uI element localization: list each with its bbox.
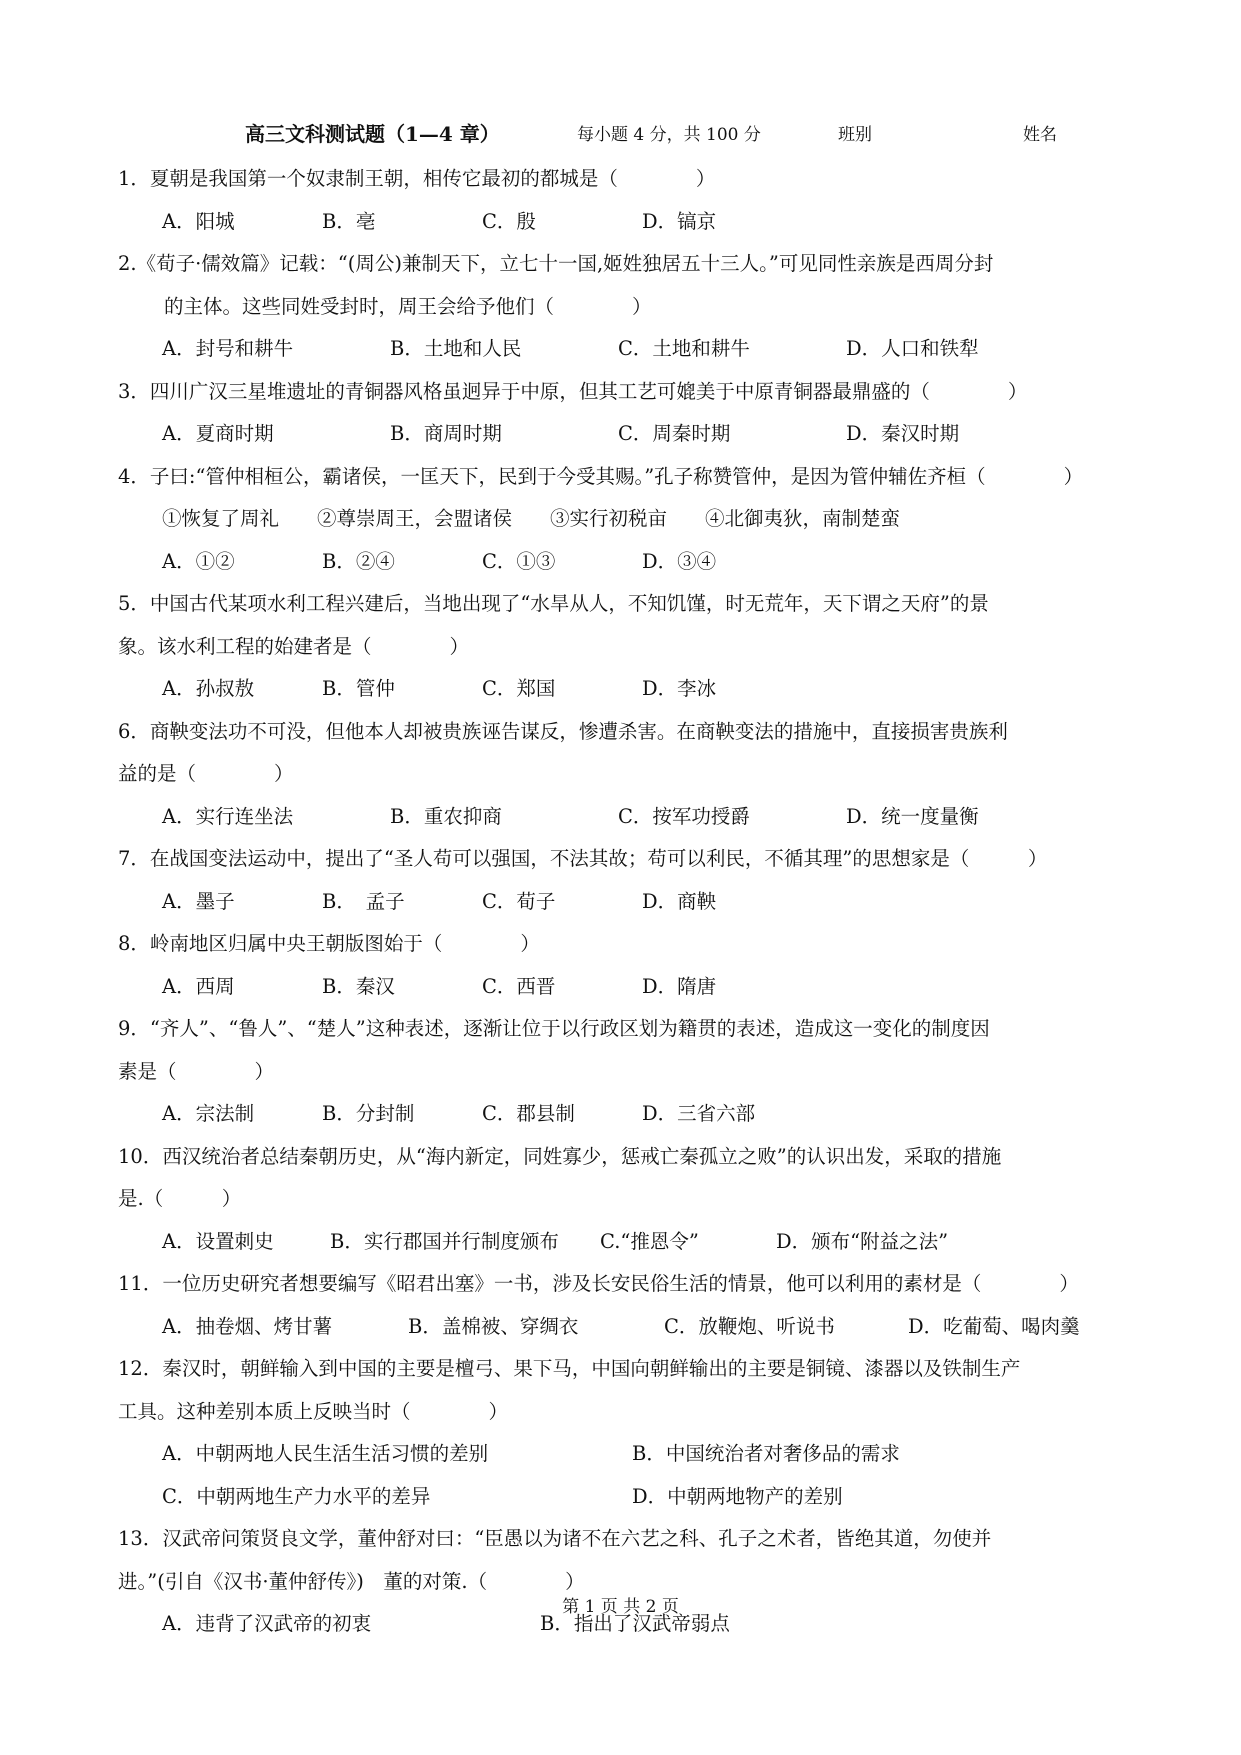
question-6 (118, 711, 1138, 839)
option-c: C．郡县制 (482, 1102, 575, 1125)
statement-row (118, 498, 1138, 541)
option-b: B．②④ (322, 549, 395, 573)
option-c: C．放鞭炮、听说书 (664, 1314, 835, 1338)
option-b: B．秦汉 (322, 974, 395, 998)
question-stem: 13．汉武帝问策贤良文学，董仲舒对曰：“臣愚以为诸不在六艺之科、孔子之术者，皆绝其道，勿使并 (118, 1527, 992, 1550)
question-stem-continued: 的主体。这些同姓受封时，周王会给予他们（ ） (164, 294, 652, 318)
option-d: D．人口和铁犁 (846, 337, 979, 360)
option-a: A．中朝两地人民生活生活习惯的差别 (162, 1442, 489, 1465)
option-c: C．①③ (482, 549, 556, 573)
option-a: A．抽卷烟、烤甘薯 (162, 1314, 333, 1338)
option-row (118, 1221, 1138, 1264)
option-row (118, 1306, 1138, 1349)
option-a: A．孙叔敖 (162, 677, 255, 700)
option-c: C．按军功授爵 (618, 804, 750, 828)
option-d: D．三省六部 (642, 1102, 756, 1125)
question-stem: 12．秦汉时，朝鲜输入到中国的主要是檀弓、果下马，中国向朝鲜输出的主要是铜镜、漆器以及铁制生产 (118, 1357, 1021, 1380)
question-4 (118, 456, 1138, 584)
question-3 (118, 371, 1138, 456)
option-d: D．商鞅 (642, 889, 717, 913)
question-5 (118, 583, 1138, 711)
option-row (118, 881, 1138, 924)
question-stem: 3．四川广汉三星堆遗址的青铜器风格虽迥异于中原，但其工艺可媲美于中原青铜器最鼎盛的（ ） (118, 379, 1028, 403)
option-b: B．中国统治者对奢侈品的需求 (632, 1442, 900, 1465)
option-b: B．盖棉被、穿绸衣 (408, 1314, 579, 1338)
option-row (118, 413, 1138, 456)
option-a: A．封号和耕牛 (162, 337, 294, 360)
option-d: D．镐京 (642, 209, 717, 233)
option-row (118, 201, 1138, 244)
option-d: D．统一度量衡 (846, 804, 979, 828)
option-row (118, 1093, 1138, 1136)
option-d: D．秦汉时期 (846, 422, 960, 445)
question-stem: 4．子曰:“管仲相桓公，霸诸侯，一匡天下，民到于今受其赐。”孔子称赞管仲，是因为管仲辅佐齐桓（ ） (118, 464, 1084, 488)
option-a: A．设置刺史 (162, 1229, 274, 1253)
option-b: B．管仲 (322, 677, 395, 700)
option-a: A．实行连坐法 (162, 804, 294, 828)
question-stem-continued: 是.（ ） (118, 1187, 242, 1210)
option-a: A．①② (162, 549, 235, 573)
page-footer: 第 1 页 共 2 页 (562, 1597, 679, 1617)
statement-1: ①恢复了周礼 (162, 507, 280, 530)
option-row (118, 668, 1138, 711)
score-info: 每小题 4 分，共 100 分 (577, 125, 761, 145)
option-c: C．周秦时期 (618, 422, 731, 445)
option-b: B．商周时期 (390, 422, 502, 445)
option-c: C．殷 (482, 209, 536, 233)
question-stem: 10．西汉统治者总结秦朝历史，从“海内新定，同姓寡少，惩戒亡秦孤立之败”的认识出发，采取的措施 (118, 1144, 1002, 1168)
question-2 (118, 243, 1138, 371)
question-stem-continued: 益的是（ ） (118, 762, 294, 785)
question-stem: 11．一位历史研究者想要编写《昭君出塞》一书，涉及长安民俗生活的情景，他可以利用的素材是（ ） (118, 1272, 1079, 1295)
question-stem: 7．在战国变法运动中，提出了“圣人苟可以强国，不法其故；苟可以利民，不循其理”的思想家是（ ） (118, 847, 1048, 870)
question-10 (118, 1136, 1138, 1264)
option-a: A．宗法制 (162, 1102, 255, 1125)
option-row (118, 796, 1138, 839)
class-label: 班别 (838, 125, 872, 145)
option-c: C.“推恩令” (600, 1229, 699, 1253)
exam-title: 高三文科测试题（1—4 章） (245, 122, 500, 146)
option-a: A．夏商时期 (162, 422, 274, 445)
question-stem-continued: 进。”(引自《汉书·董仲舒传》) 董的对策.（ ） (118, 1569, 585, 1593)
option-row (118, 328, 1138, 371)
option-d: D．隋唐 (642, 974, 717, 998)
question-stem-continued: 素是（ ） (118, 1059, 275, 1083)
question-11 (118, 1263, 1138, 1348)
question-stem: 5．中国古代某项水利工程兴建后，当地出现了“水旱从人，不知饥馑，时无荒年，天下谓之天府”的景 (118, 592, 989, 615)
option-b: B．实行郡国并行制度颁布 (330, 1229, 559, 1253)
question-stem-continued: 工具。这种差别本质上反映当时（ ） (118, 1399, 509, 1423)
question-list (118, 158, 1138, 1646)
statement-2: ②尊崇周王，会盟诸侯 (317, 507, 513, 530)
option-b: B．指出了汉武帝弱点 (540, 1612, 730, 1635)
option-d: D．李冰 (642, 677, 717, 700)
option-row (118, 1433, 1138, 1476)
option-d: D．③④ (642, 549, 717, 573)
question-stem: 8．岭南地区归属中央王朝版图始于（ ） (118, 932, 540, 955)
question-12 (118, 1348, 1138, 1518)
exam-header (0, 118, 1241, 148)
question-9 (118, 1008, 1138, 1136)
option-b: B．亳 (322, 209, 376, 233)
option-row (118, 541, 1138, 584)
option-b: B．分封制 (322, 1102, 415, 1125)
question-stem: 6．商鞅变法功不可没，但他本人却被贵族诬告谋反，惨遭杀害。在商鞅变法的措施中，直接损害贵族利 (118, 719, 1008, 743)
option-c: C．西晋 (482, 974, 556, 998)
question-stem-continued: 象。该水利工程的始建者是（ ） (118, 634, 470, 658)
question-1 (118, 158, 1138, 243)
name-label: 姓名 (1023, 125, 1057, 145)
option-b: B．重农抑商 (390, 804, 502, 828)
option-d: D．颁布“附益之法” (776, 1229, 949, 1253)
option-d: D．中朝两地物产的差别 (632, 1484, 843, 1508)
question-stem: 2.《荀子·儒效篇》记载：“(周公)兼制天下，立七十一国,姬姓独居五十三人。”可见同性亲族是西周分封 (118, 252, 994, 275)
question-stem: 1．夏朝是我国第一个奴隶制王朝，相传它最初的都城是（ ） (118, 167, 716, 190)
option-row (118, 1476, 1138, 1519)
option-c: C．郑国 (482, 677, 556, 700)
option-row (118, 966, 1138, 1009)
option-a: A．违背了汉武帝的初衷 (162, 1612, 372, 1635)
question-7 (118, 838, 1138, 923)
option-a: A．墨子 (162, 889, 235, 913)
question-13 (118, 1518, 1138, 1646)
statement-3: ③实行初税亩 (550, 507, 668, 530)
option-d: D．吃葡萄、喝肉羹 (908, 1314, 1080, 1338)
option-b: B．土地和人民 (390, 337, 522, 360)
question-stem: 9．“齐人”、“鲁人”、“楚人”这种表述，逐渐让位于以行政区划为籍贯的表述，造成这一变化的制度因 (118, 1017, 990, 1040)
option-c: C．中朝两地生产力水平的差异 (162, 1484, 431, 1508)
option-a: A．阳城 (162, 209, 235, 233)
option-a: A．西周 (162, 974, 235, 998)
option-b: B． 孟子 (322, 889, 405, 913)
question-8 (118, 923, 1138, 1008)
option-c: C．荀子 (482, 889, 556, 913)
statement-4: ④北御夷狄，南制楚蛮 (705, 507, 901, 530)
option-c: C．土地和耕牛 (618, 337, 750, 360)
